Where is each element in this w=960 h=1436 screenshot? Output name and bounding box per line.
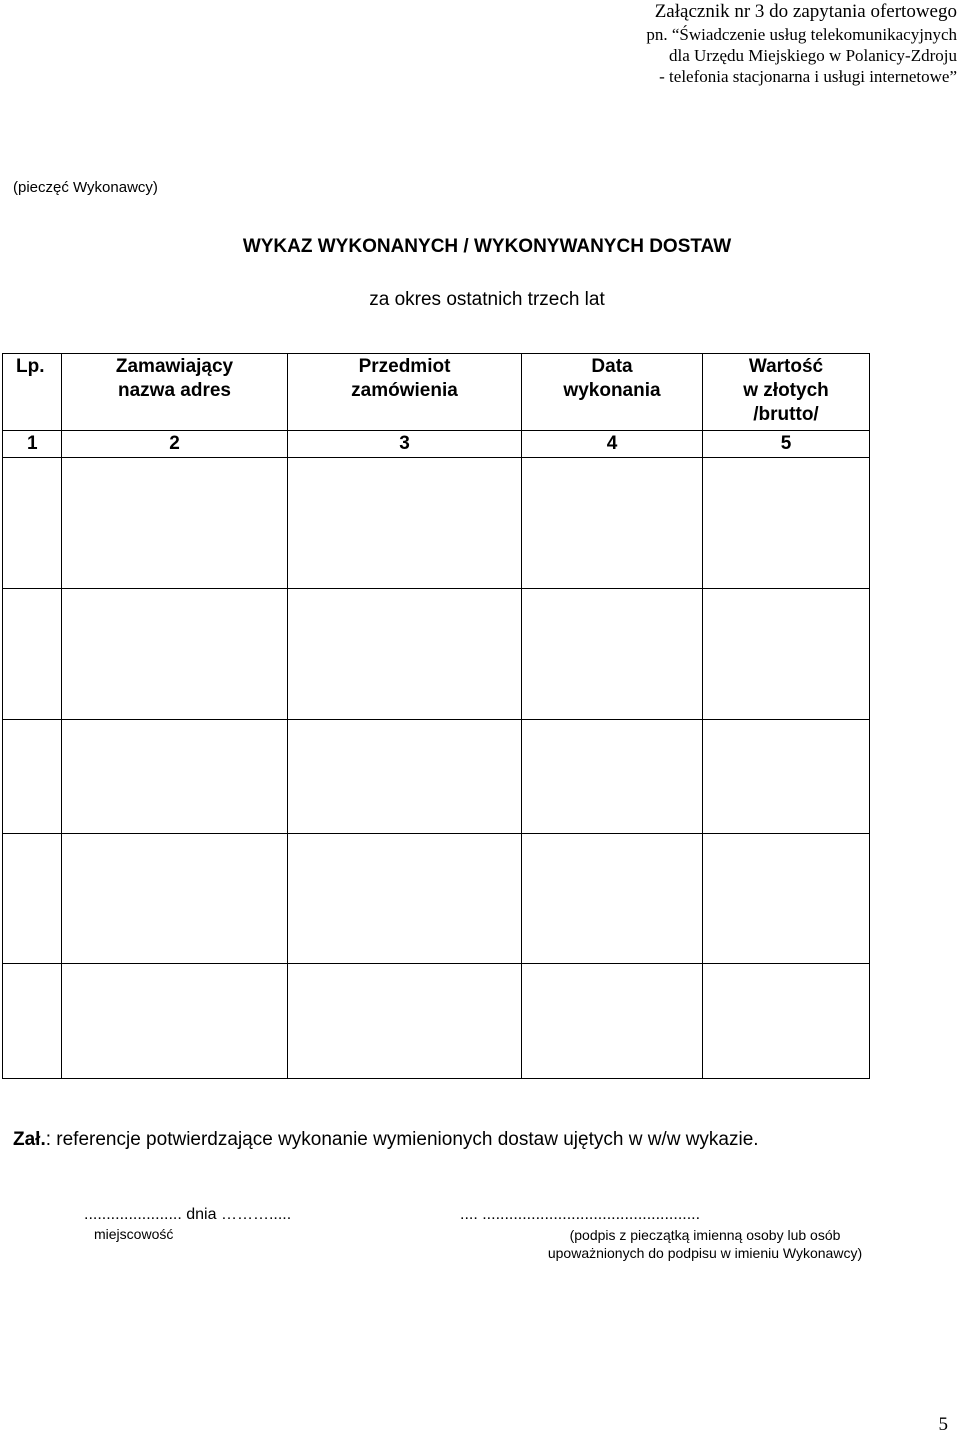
table-cell[interactable] bbox=[62, 720, 288, 834]
signature-caption bbox=[500, 1226, 910, 1262]
header-cell-subject bbox=[288, 354, 522, 431]
table-cell[interactable] bbox=[522, 720, 703, 834]
header-cell-ordering-party bbox=[62, 354, 288, 431]
table-cell[interactable] bbox=[62, 834, 288, 964]
signature-line: .... ................................................. bbox=[460, 1206, 701, 1223]
place-caption: miejscowość bbox=[94, 1226, 174, 1242]
table-cell[interactable] bbox=[522, 964, 703, 1079]
table-row bbox=[3, 458, 870, 589]
header-cell-date bbox=[522, 354, 703, 431]
table-cell[interactable] bbox=[3, 720, 62, 834]
header-line-3: dla Urzędu Miejskiego w Polanicy-Zdroju bbox=[669, 46, 957, 65]
header-value-line1: Wartość bbox=[748, 356, 824, 377]
header-ordering-party-line2: nazwa adres bbox=[118, 380, 231, 401]
attachment-text: : referencje potwierdzające wykonanie wymienionych dostaw ujętych w w/w wykazie. bbox=[45, 1129, 759, 1150]
table-cell[interactable] bbox=[288, 720, 522, 834]
table-cell[interactable] bbox=[522, 458, 703, 589]
column-number-3: 3 bbox=[288, 431, 522, 458]
signature-caption-line1: (podpis z pieczątką imienną osoby lub osób bbox=[569, 1227, 841, 1243]
table-row bbox=[3, 589, 870, 720]
document-header bbox=[646, 0, 957, 87]
deliveries-table bbox=[2, 353, 870, 1079]
table-cell[interactable] bbox=[288, 589, 522, 720]
table-row bbox=[3, 834, 870, 964]
page-number: 5 bbox=[938, 1414, 948, 1435]
table-cell[interactable] bbox=[288, 834, 522, 964]
column-number-5: 5 bbox=[703, 431, 870, 458]
table-cell[interactable] bbox=[703, 589, 870, 720]
header-subject-line2: zamówienia bbox=[351, 380, 458, 401]
header-date-line2: wykonania bbox=[563, 380, 661, 401]
table-cell[interactable] bbox=[703, 964, 870, 1079]
column-number-1: 1 bbox=[3, 431, 62, 458]
table-cell[interactable] bbox=[3, 458, 62, 589]
signature-caption-line2: upoważnionych do podpisu w imieniu Wykonawcy) bbox=[547, 1245, 863, 1261]
contractor-signature bbox=[460, 1206, 960, 1262]
header-value-line3: /brutto/ bbox=[753, 404, 819, 425]
table-cell[interactable] bbox=[288, 458, 522, 589]
header-value-line2: w złotych bbox=[743, 380, 829, 401]
place-date-line: ...................... dnia ………..... bbox=[84, 1206, 292, 1223]
header-line-1: Załącznik nr 3 do zapytania ofertowego bbox=[654, 1, 957, 22]
header-line-2: pn. “Świadczenie usług telekomunikacyjnych bbox=[646, 25, 957, 44]
table-cell[interactable] bbox=[62, 589, 288, 720]
column-number-row bbox=[3, 431, 870, 458]
table-cell[interactable] bbox=[522, 589, 703, 720]
place-date-signature bbox=[84, 1206, 291, 1242]
document-subtitle: za okres ostatnich trzech lat bbox=[369, 289, 605, 310]
table-cell[interactable] bbox=[703, 720, 870, 834]
header-date-line1: Data bbox=[591, 356, 633, 377]
table-cell[interactable] bbox=[3, 964, 62, 1079]
header-ordering-party-line1: Zamawiający bbox=[115, 356, 234, 377]
table-cell[interactable] bbox=[703, 458, 870, 589]
table-cell[interactable] bbox=[288, 964, 522, 1079]
table-row bbox=[3, 720, 870, 834]
header-cell-lp bbox=[3, 354, 62, 431]
header-line-4: - telefonia stacjonarna i usługi internetowe” bbox=[659, 67, 957, 86]
document-title: WYKAZ WYKONANYCH / WYKONYWANYCH DOSTAW bbox=[242, 236, 732, 257]
table-header-row bbox=[3, 354, 870, 431]
header-lp-label: Lp. bbox=[16, 356, 45, 377]
table-cell[interactable] bbox=[522, 834, 703, 964]
header-subject-line1: Przedmiot bbox=[358, 356, 451, 377]
table-cell[interactable] bbox=[62, 458, 288, 589]
contractor-stamp-label: (pieczęć Wykonawcy) bbox=[13, 179, 158, 196]
attachment-note bbox=[13, 1129, 759, 1151]
table-cell[interactable] bbox=[3, 834, 62, 964]
column-number-2: 2 bbox=[62, 431, 288, 458]
column-number-4: 4 bbox=[522, 431, 703, 458]
table-row bbox=[3, 964, 870, 1079]
table-cell[interactable] bbox=[3, 589, 62, 720]
table-cell[interactable] bbox=[62, 964, 288, 1079]
table-cell[interactable] bbox=[703, 834, 870, 964]
attachment-label: Zał. bbox=[13, 1129, 46, 1150]
header-cell-value bbox=[703, 354, 870, 431]
